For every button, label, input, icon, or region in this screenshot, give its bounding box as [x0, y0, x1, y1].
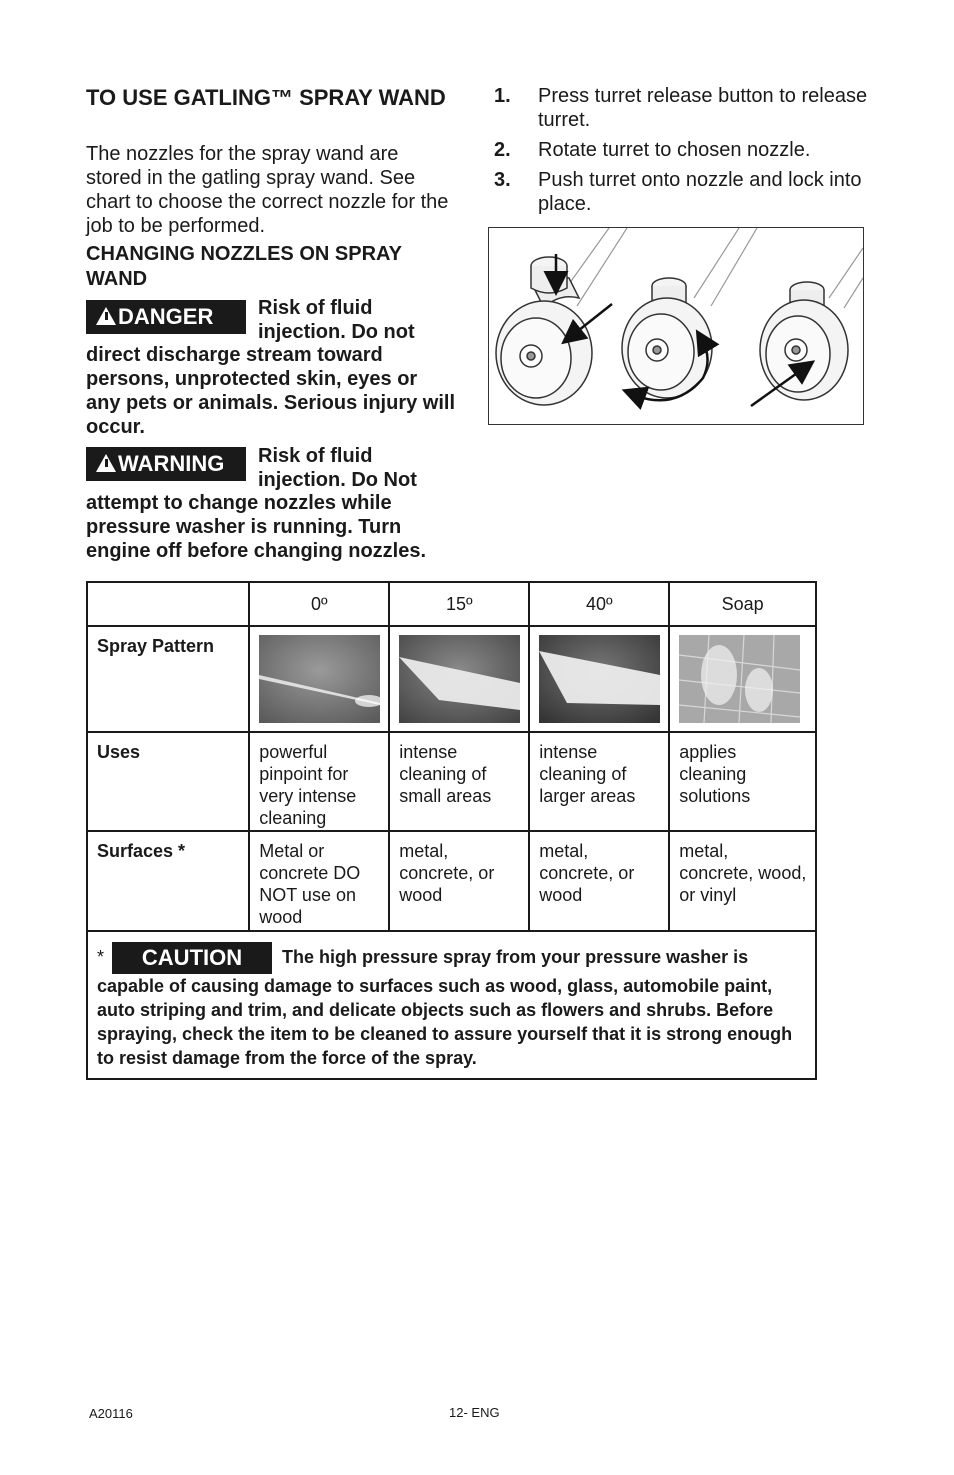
- spray-15-photo: [399, 635, 520, 723]
- page-number: 12- ENG: [449, 1405, 500, 1420]
- page-heading: TO USE GATLING™ SPRAY WAND: [86, 85, 446, 110]
- danger-lead-line1: Risk of fluid: [258, 297, 373, 319]
- turret-2: [622, 278, 712, 398]
- caution-row: [87, 931, 816, 1079]
- warning-label: WARNING: [118, 451, 225, 476]
- step-item: [494, 168, 874, 216]
- table-cell: intense cleaning of larger areas: [529, 732, 669, 831]
- step-text: Push turret onto nozzle and lock into place.: [538, 169, 862, 215]
- table-cell: metal, concrete, or wood: [529, 831, 669, 931]
- caution-cell: [87, 931, 816, 1079]
- caution-text: The high pressure spray from your pressure washer is capable of causing damage to surfaces such as wood, glass, automobile paint, auto striping and trim, and delicate objects such as flowers and shrubs. Before spraying, check the item to be cleaned to assure yourself that it is strong enough to resist damage from the force of the spray.: [97, 947, 793, 1068]
- spray-soap-photo: [679, 635, 800, 723]
- table-cell: powerful pinpoint for very intense cleaning: [249, 732, 389, 831]
- turret-illustration: [488, 227, 864, 425]
- danger-badge: [86, 300, 246, 334]
- step-text: Rotate turret to chosen nozzle.: [538, 139, 811, 161]
- table-header-cell: Soap: [669, 582, 816, 626]
- table-cell: applies cleaning solutions: [669, 732, 816, 831]
- table-header-row: [87, 582, 816, 626]
- table-row: [87, 626, 816, 732]
- table-row: [87, 732, 816, 831]
- warning-badge: [86, 447, 246, 481]
- row-label: Surfaces *: [87, 831, 249, 931]
- table-row: [87, 831, 816, 931]
- intro-paragraph: The nozzles for the spray wand are stored in the gatling spray wand. See chart to choose the correct nozzle for the job to be performed.: [86, 143, 449, 237]
- steps-list: [494, 84, 874, 222]
- row-label: Uses: [87, 732, 249, 831]
- warning-lead: [258, 444, 458, 492]
- table-cell: [529, 626, 669, 732]
- table-cell: Metal or concrete DO NOT use on wood: [249, 831, 389, 931]
- nozzle-chart: [86, 581, 817, 1080]
- document-code: A20116: [89, 1406, 133, 1421]
- table-cell: [389, 626, 529, 732]
- warning-lead-line1: Risk of fluid: [258, 445, 373, 467]
- warning-triangle-icon: [96, 307, 116, 325]
- table-header-cell: [87, 582, 249, 626]
- step-item: [494, 84, 874, 132]
- step-number: 3.: [494, 169, 511, 191]
- spray-40-photo: [539, 635, 660, 723]
- danger-body: direct discharge stream toward persons, unprotected skin, eyes or any pets or animals. Serious injury will occur.: [86, 344, 456, 438]
- caution-star: *: [97, 947, 105, 967]
- table-header-cell: 15º: [389, 582, 529, 626]
- step-number: 1.: [494, 85, 511, 107]
- danger-lead: [258, 296, 458, 344]
- turret-drawing: [489, 228, 863, 424]
- spray-0-photo: [259, 635, 380, 723]
- table-cell: [669, 626, 816, 732]
- table-cell: metal, concrete, wood, or vinyl: [669, 831, 816, 931]
- turret-3: [760, 282, 848, 400]
- danger-lead-line2: injection. Do not: [258, 321, 415, 343]
- warning-body: attempt to change nozzles while pressure washer is running. Turn engine off before changing nozzles.: [86, 492, 427, 562]
- table-header-cell: 0º: [249, 582, 389, 626]
- step-number: 2.: [494, 139, 511, 161]
- table-cell: [249, 626, 389, 732]
- table-cell: intense cleaning of small areas: [389, 732, 529, 831]
- table-header-cell: 40º: [529, 582, 669, 626]
- warning-lead-line2: injection. Do Not: [258, 469, 417, 491]
- table-cell: metal, concrete, or wood: [389, 831, 529, 931]
- danger-label: DANGER: [118, 304, 214, 329]
- section-subheading: CHANGING NOZZLES ON SPRAY WAND: [86, 243, 402, 290]
- step-item: [494, 138, 874, 162]
- caution-badge: CAUTION: [112, 942, 272, 974]
- warning-triangle-icon: [96, 454, 116, 472]
- step-text: Press turret release button to release turret.: [538, 85, 868, 131]
- row-label: Spray Pattern: [87, 626, 249, 732]
